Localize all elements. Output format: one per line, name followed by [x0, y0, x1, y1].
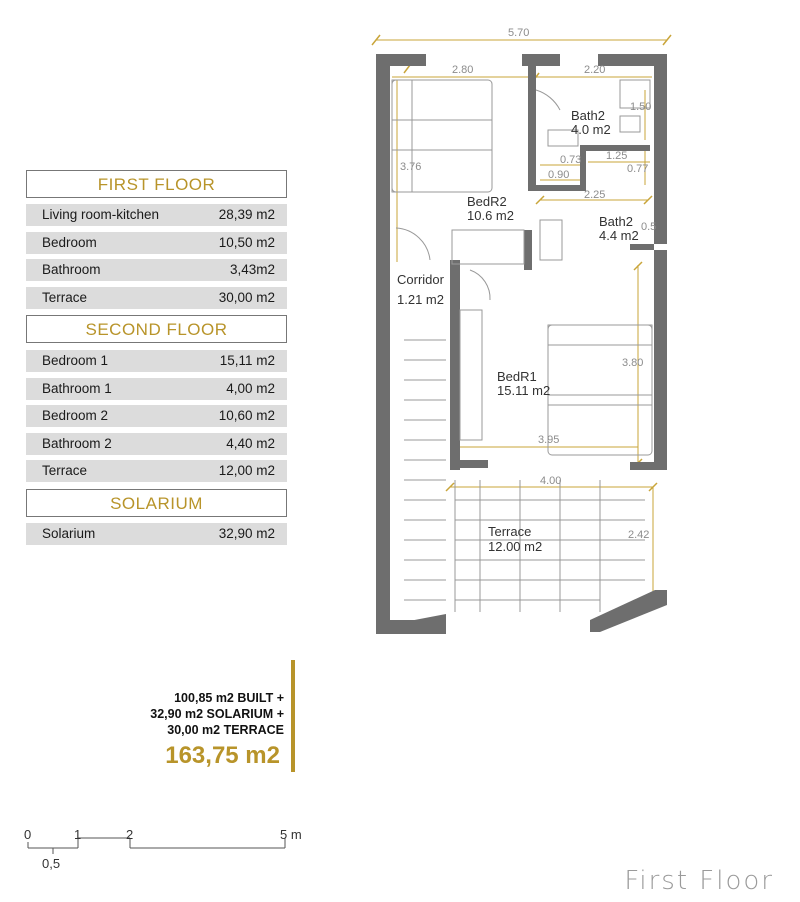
row-value: 32,90 m2: [218, 526, 275, 541]
scale-label-2: 2: [126, 827, 134, 842]
row-value: 3,43m2: [229, 262, 275, 277]
room-corridor-name: Corridor: [397, 272, 444, 287]
dim-4-00: 4.00: [540, 475, 562, 487]
row-value: 4,40 m2: [226, 436, 275, 451]
room-terrace-name: Terrace: [488, 524, 532, 539]
room-bedr1-name: BedR1: [497, 369, 537, 384]
second-floor-heading: SECOND FLOOR: [26, 315, 287, 343]
totals-built: 100,85 m2 BUILT +: [174, 691, 284, 705]
room-bath2-top-name: Bath2: [571, 108, 605, 123]
room-bath2-name: Bath2: [599, 214, 633, 229]
dim-3-95: 3.95: [538, 434, 560, 446]
row-value: 4,00 m2: [226, 381, 275, 396]
room-bedr1-area: 15.11 m2: [497, 383, 551, 398]
row-label: Bathroom 1: [42, 381, 112, 396]
row-label: Bedroom: [42, 235, 97, 250]
dim-overall-width: 5.70: [508, 27, 530, 39]
row-value: 30,00 m2: [218, 290, 275, 305]
dim-0-90: 0.90: [548, 169, 570, 181]
dim-1-50: 1.50: [630, 101, 652, 113]
row-value: 12,00 m2: [218, 463, 275, 478]
floor-caption: First Floor: [624, 866, 774, 896]
row-value: 15,11 m2: [219, 353, 275, 368]
dim-2-20: 2.20: [584, 64, 606, 76]
row-label: Bedroom 2: [42, 408, 109, 423]
dim-0-77: 0.77: [627, 163, 649, 175]
room-corridor-area: 1.21 m2: [397, 292, 444, 307]
dim-2-80: 2.80: [452, 64, 474, 76]
row-label: Solarium: [42, 526, 96, 541]
row-label: Bedroom 1: [42, 353, 109, 368]
totals-terrace: 30,00 m2 TERRACE: [167, 723, 284, 737]
dim-3-80: 3.80: [622, 357, 644, 369]
dimension-lines: [376, 40, 667, 602]
totals-solarium: 32,90 m2 SOLARIUM +: [150, 707, 284, 721]
room-terrace-area: 12.00 m2: [488, 539, 543, 554]
solarium-heading: SOLARIUM: [26, 489, 287, 517]
dim-1-25: 1.25: [606, 150, 628, 162]
first-floor-heading: FIRST FLOOR: [26, 170, 287, 198]
scale-label-1: 1: [74, 827, 82, 842]
room-bedr2-area: 10.6 m2: [467, 208, 514, 223]
room-bath2-top-area: 4.0 m2: [571, 122, 611, 137]
row-label: Living room-kitchen: [42, 207, 160, 222]
row-value: 28,39 m2: [218, 207, 275, 222]
row-value: 10,60 m2: [218, 408, 275, 423]
row-label: Terrace: [42, 290, 88, 305]
dim-2-42: 2.42: [628, 529, 650, 541]
dim-2-25: 2.25: [584, 189, 606, 201]
grand-total: 163,75 m2: [165, 742, 280, 769]
room-bedr2-name: BedR2: [467, 194, 507, 209]
row-label: Bathroom 2: [42, 436, 112, 451]
scale-label-5m: 5 m: [280, 827, 302, 842]
dim-0-5: 0.5: [641, 221, 657, 233]
row-label: Terrace: [42, 463, 88, 478]
row-value: 10,50 m2: [218, 235, 275, 250]
scale-label-0: 0: [24, 827, 32, 842]
row-label: Bathroom: [42, 262, 101, 277]
dim-3-76: 3.76: [400, 161, 422, 173]
scale-label-half: 0,5: [42, 856, 61, 871]
room-bath2-area: 4.4 m2: [599, 228, 639, 243]
dim-0-73: 0.73: [560, 154, 582, 166]
